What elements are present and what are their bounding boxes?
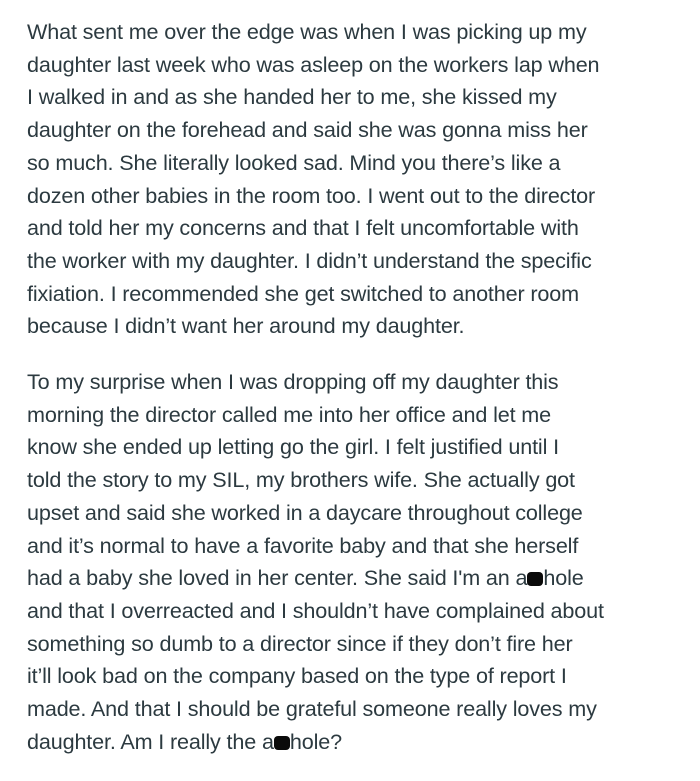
paragraph-2 — [27, 366, 687, 758]
text-line-redacted — [27, 726, 687, 759]
text-line: made. And that I should be grateful someone really loves my — [27, 696, 597, 722]
text-line: it’ll look bad on the company based on the type of report I — [27, 663, 567, 689]
redaction-blot-icon — [527, 572, 543, 586]
text-line: and that I overreacted and I shouldn’t have complained about — [27, 597, 604, 623]
text-line: and told her my concerns and that I felt uncomfortable with — [27, 215, 579, 241]
text-line: morning the director called me into her office and let me — [27, 401, 551, 427]
text-line: To my surprise when I was dropping off my daughter this — [27, 369, 559, 395]
text-line: told the story to my SIL, my brothers wife. She actually got — [27, 467, 575, 493]
text-line: upset and said she worked in a daycare throughout college — [27, 499, 583, 525]
text-segment: hole? — [289, 728, 342, 754]
post-body — [27, 16, 687, 781]
text-line: dozen other babies in the room too. I went out to the director — [27, 182, 596, 208]
paragraph-1 — [27, 16, 687, 343]
text-segment: hole — [543, 565, 584, 591]
text-line: and it’s normal to have a favorite baby and that she herself — [27, 532, 579, 558]
text-line: What sent me over the edge was when I was picking up my — [27, 19, 587, 44]
text-line: daughter on the forehead and said she was gonna miss her — [27, 117, 588, 143]
text-line: something so dumb to a director since if they don’t fire her — [27, 630, 573, 656]
text-line: the worker with my daughter. I didn’t understand the specific — [27, 247, 592, 273]
text-line: so much. She literally looked sad. Mind you there’s like a — [27, 149, 561, 175]
text-line: I walked in and as she handed her to me, she kissed my — [27, 84, 557, 110]
redaction-blot-icon — [274, 736, 290, 750]
text-line: know she ended up letting go the girl. I felt justified until I — [27, 434, 559, 460]
text-segment: had a baby she loved in her center. She said I'm an a — [27, 565, 528, 591]
text-line: fixiation. I recommended she get switched to another room — [27, 280, 579, 306]
text-line: daughter last week who was asleep on the workers lap when — [27, 51, 600, 77]
text-line-redacted — [27, 562, 687, 595]
text-segment: daughter. Am I really the a — [27, 728, 274, 754]
text-line: because I didn’t want her around my daughter. — [27, 313, 465, 339]
